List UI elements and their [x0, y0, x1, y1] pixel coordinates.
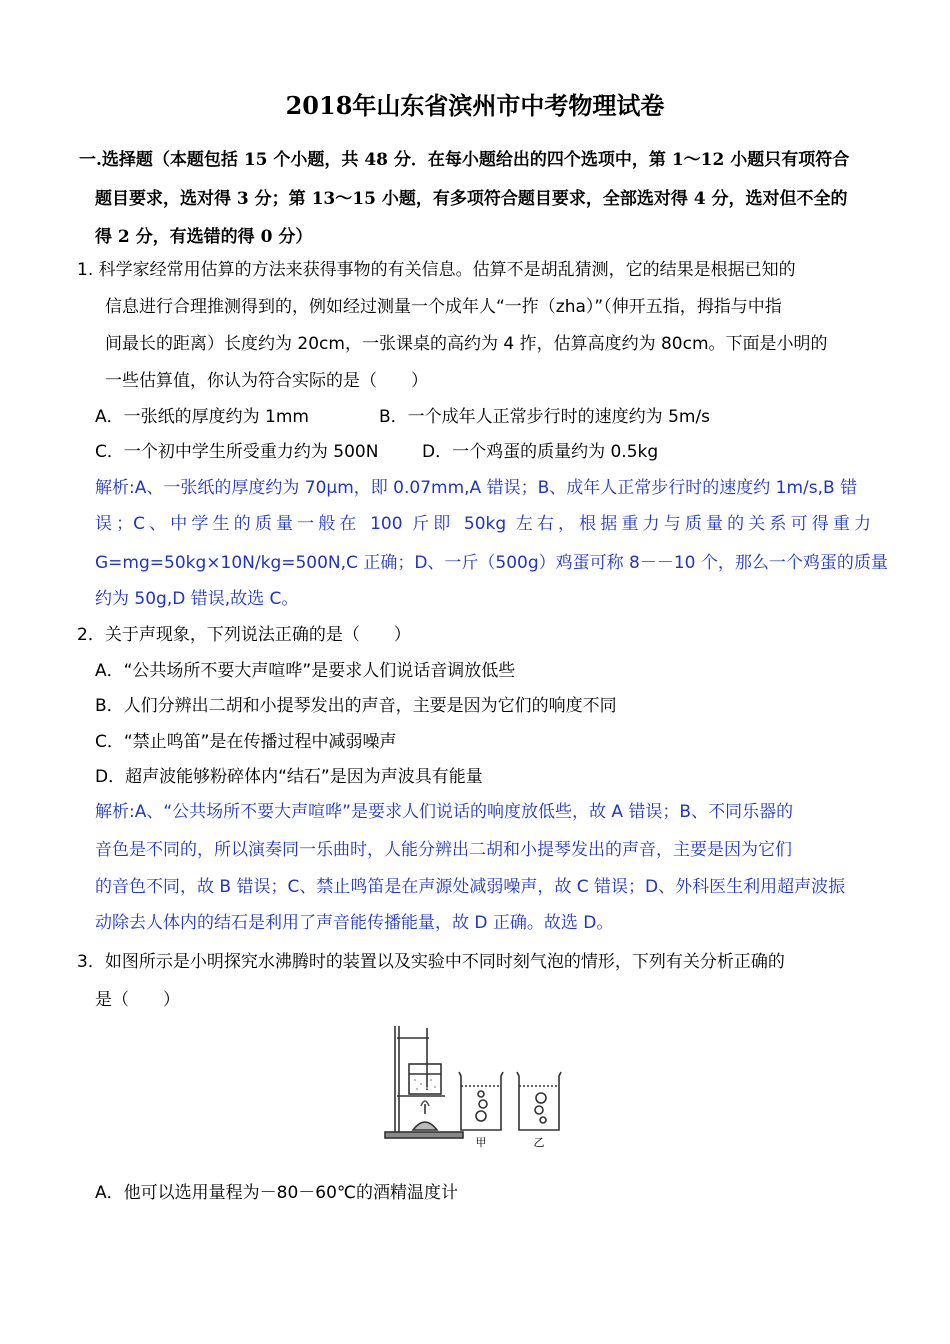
q1-option-d: D．一个鸡蛋的质量约为 0.5kg — [422, 442, 659, 462]
q1-analysis-line-3: G=mg=50kg×10N/kg=500N,C 正确；D、一斤（500g）鸡蛋可称 8－－10 个，那么一个鸡蛋的质量 — [95, 553, 888, 573]
q1-option-b: B．一个成年人正常步行时的速度约为 5m/s — [379, 407, 711, 427]
q1-option-a: A．一张纸的厚度约为 1mm — [95, 407, 309, 427]
q3-stem-line-1: 3．如图所示是小明探究水沸腾时的装置以及实验中不同时刻气泡的情形，下列有关分析正确的 — [77, 952, 785, 972]
q1-option-c: C．一个初中学生所受重力约为 500N — [95, 442, 379, 462]
q2-analysis-line-2: 音色是不同的，所以演奏同一乐曲时，人能分辨出二胡和小提琴发出的声音，主要是因为它们 — [95, 840, 792, 860]
boiling-experiment-figure — [383, 1020, 568, 1150]
q2-analysis-line-4: 动除去人体内的结石是利用了声音能传播能量，故 D 正确。故选 D。 — [95, 913, 614, 933]
q2-option-a: A．“公共场所不要大声喧哗”是要求人们说话音调放低些 — [95, 661, 516, 681]
beaker-jia — [459, 1072, 503, 1130]
q2-option-c: C．“禁止鸣笛”是在传播过程中减弱噪声 — [95, 732, 397, 752]
beaker-yi — [517, 1072, 561, 1130]
q3-option-a: A．他可以选用量程为－80－60℃的酒精温度计 — [95, 1183, 458, 1203]
q2-option-d: D．超声波能够粉碎体内“结石”是因为声波具有能量 — [95, 767, 483, 787]
q1-stem-line-2: 信息进行合理推测得到的，例如经过测量一个成年人“一拃（zha）”（伸开五指，拇指与中指 — [105, 297, 782, 317]
q1-analysis-line-4: 约为 50g,D 错误,故选 C。 — [95, 589, 299, 609]
q2-analysis-line-1: 解析:A、“公共场所不要大声喧哗”是要求人们说话的响度放低些，故 A 错误；B、不同乐器的 — [95, 802, 794, 822]
section-header-line-1: 一.选择题（本题包括 15 个小题，共 48 分．在每小题给出的四个选项中，第 1～12 小题只有项符合 — [79, 150, 850, 170]
water-dots — [414, 1079, 436, 1090]
figure-label-yi: 乙 — [533, 1136, 545, 1149]
figure-label-jia: 甲 — [475, 1136, 487, 1149]
q1-stem-line-3: 间最长的距离）长度约为 20cm，一张课桌的高约为 4 拃，估算高度约为 80cm。下面是小明的 — [105, 334, 828, 354]
page-title: 2018年山东省滨州市中考物理试卷 — [285, 91, 665, 120]
q2-option-b: B．人们分辨出二胡和小提琴发出的声音，主要是因为它们的响度不同 — [95, 696, 617, 716]
q2-stem: 2．关于声现象，下列说法正确的是（ ） — [77, 625, 411, 645]
q1-analysis-line-2: 误；C、中学生的质量一般在 100 斤即 50kg 左右，根据重力与质量的关系可得重力 — [95, 514, 871, 534]
section-header-line-3: 得 2 分，有选错的得 0 分） — [95, 227, 313, 247]
q1-stem-line-1: 1. 科学家经常用估算的方法来获得事物的有关信息。估算不是胡乱猜测，它的结果是根据已知的 — [77, 260, 796, 280]
q1-stem-line-4: 一些估算值，你认为符合实际的是（ ） — [105, 371, 428, 391]
q3-stem-line-2: 是（ ） — [95, 990, 180, 1010]
stand-apparatus-drawing — [385, 1026, 463, 1138]
section-header-line-2: 题目要求，选对得 3 分；第 13～15 小题，有多项符合题目要求，全部选对得 4 分，选对但不全的 — [95, 189, 848, 209]
q1-analysis-line-1: 解析:A、一张纸的厚度约为 70μm，即 0.07mm,A 错误；B、成年人正常步行时的速度约 1m/s,B 错 — [95, 478, 858, 498]
q2-analysis-line-3: 的音色不同，故 B 错误；C、禁止鸣笛是在声源处减弱噪声，故 C 错误；D、外科医生利用超声波振 — [95, 877, 846, 897]
